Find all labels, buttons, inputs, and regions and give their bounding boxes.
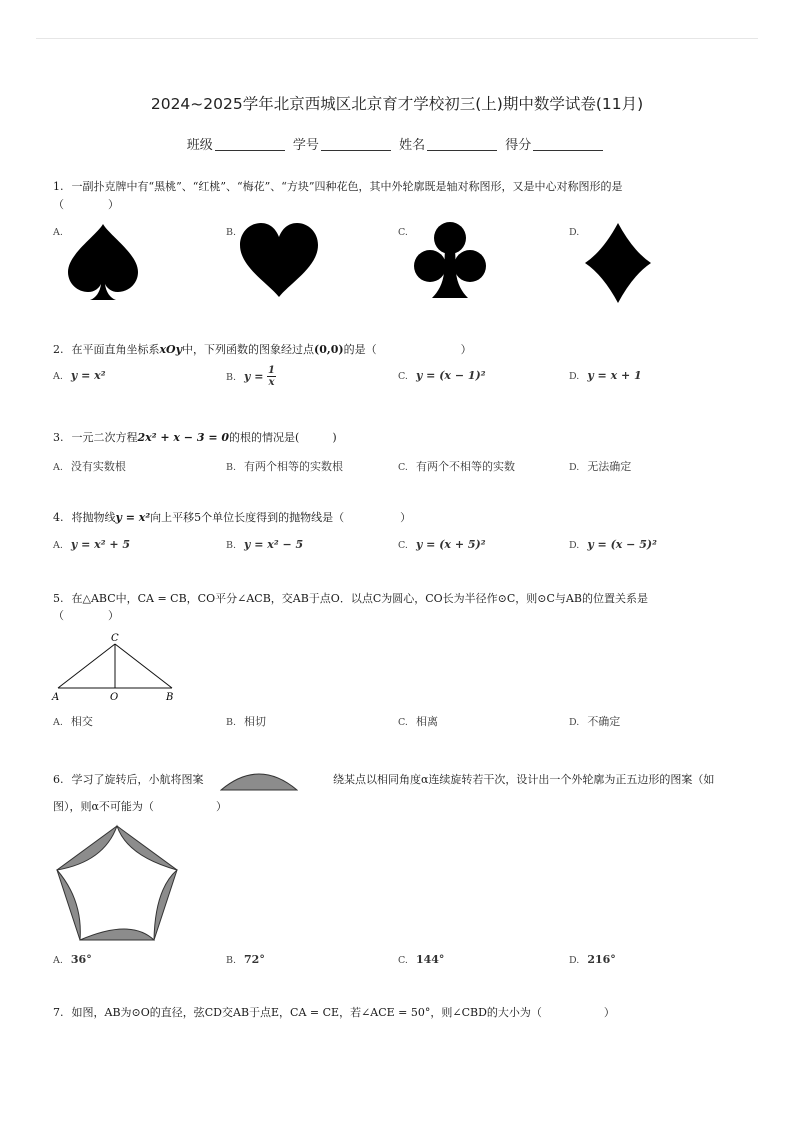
q6-option-c[interactable]: C. 144° xyxy=(398,953,445,966)
q4-option-d[interactable]: D. y = (x − 5)² xyxy=(569,538,657,551)
q2-option-c[interactable]: C. y = (x − 1)² xyxy=(398,369,486,382)
q6-option-a[interactable]: A. 36° xyxy=(53,953,92,966)
question-5-paren: （ ） xyxy=(53,609,119,622)
question-1 xyxy=(53,177,743,197)
q5-option-a[interactable]: A. 相交 xyxy=(53,715,93,728)
label-c: C xyxy=(111,633,119,644)
score-blank[interactable] xyxy=(533,138,603,151)
q3-option-a[interactable]: A. 没有实数根 xyxy=(53,460,126,473)
student-id-blank[interactable] xyxy=(321,138,391,151)
question-number: 2. xyxy=(53,343,64,356)
q2-option-d[interactable]: D. y = x + 1 xyxy=(569,369,642,382)
score-label: 得分 xyxy=(505,138,532,153)
pentagon-pattern-figure xyxy=(52,822,182,946)
class-label: 班级 xyxy=(186,138,213,153)
q3-option-c[interactable]: C. 有两个不相等的实数 xyxy=(398,460,515,473)
question-4: 4. 将抛物线y = x²向上平移5个单位长度得到的抛物线是（ ） xyxy=(53,511,412,524)
spade-icon xyxy=(66,222,140,302)
question-text: 一副扑克牌中有“黑桃”、“红桃”、“梅花”、“方块”四种花色，其中外轮廓既是轴对称图形，又是中心对称图形的是 xyxy=(71,180,623,193)
question-1-paren: （ ） xyxy=(53,198,119,211)
label-o: O xyxy=(110,692,119,702)
question-2: 2. 在平面直角坐标系xOy中，下列函数的图象经过点(0,0)的是（ ） xyxy=(53,343,472,356)
name-blank[interactable] xyxy=(427,138,497,151)
triangle-abc-figure xyxy=(50,630,180,702)
fraction: $\frac{1}{x}$ xyxy=(267,365,275,388)
q1-option-d[interactable]: D. xyxy=(569,227,580,238)
question-number: 7. xyxy=(53,1006,64,1019)
student-info-line xyxy=(0,134,794,153)
q3-option-b[interactable]: B. 有两个相等的实数根 xyxy=(226,460,344,473)
question-7: 7. 如图，AB为⊙O的直径，弦CD交AB于点E，CA = CE，若∠ACE = 50°，则∠CBD的大小为（ ） xyxy=(53,1006,615,1019)
question-number: 1. xyxy=(53,180,64,193)
q6-option-d[interactable]: D. 216° xyxy=(569,953,616,966)
q5-option-b[interactable]: B. 相切 xyxy=(226,715,267,728)
q1-option-c[interactable]: C. xyxy=(398,227,408,238)
page-top-rule xyxy=(36,38,758,39)
question-number: 6. xyxy=(53,773,64,786)
name-label: 姓名 xyxy=(399,138,426,153)
question-3: 3. 一元二次方程2x² + x − 3 = 0的根的情况是( ) xyxy=(53,431,337,444)
q5-option-d[interactable]: D. 不确定 xyxy=(569,715,621,728)
class-blank[interactable] xyxy=(215,138,285,151)
label-a: A xyxy=(52,692,60,702)
question-5: 5. 在△ABC中，CA = CB，CO平分∠ACB，交AB于点O．以点C为圆心，CO长为半径作⊙C，则⊙C与AB的位置关系是 xyxy=(53,592,648,605)
q2-option-b[interactable]: B. y = $\frac{1}{x}$ xyxy=(226,365,275,388)
segment-pattern-icon xyxy=(220,768,298,792)
label-b: B xyxy=(166,692,174,702)
question-6-line1-end: 绕某点以相同角度α连续旋转若干次，设计出一个外轮廓为正五边形的图案（如 xyxy=(333,773,715,786)
question-number: 5. xyxy=(53,592,64,605)
question-6-line2: 图），则α不可能为（ ） xyxy=(53,800,227,813)
q4-option-b[interactable]: B. y = x² − 5 xyxy=(226,538,304,551)
question-6-line1: 6. 学习了旋转后，小航将图案 xyxy=(53,773,204,786)
q1-option-a[interactable]: A. xyxy=(53,227,63,238)
exam-title: 2024~2025学年北京西城区北京育才学校初三(上)期中数学试卷(11月) xyxy=(150,95,644,113)
heart-icon xyxy=(238,221,320,299)
q2-option-a[interactable]: A. y = x² xyxy=(53,369,106,382)
q4-option-a[interactable]: A. y = x² + 5 xyxy=(53,538,131,551)
q1-option-b[interactable]: B. xyxy=(226,227,237,238)
q3-option-d[interactable]: D. 无法确定 xyxy=(569,460,632,473)
club-icon xyxy=(412,220,488,300)
q4-option-c[interactable]: C. y = (x + 5)² xyxy=(398,538,486,551)
question-number: 4. xyxy=(53,511,64,524)
q5-option-c[interactable]: C. 相离 xyxy=(398,715,438,728)
student-id-label: 学号 xyxy=(292,138,319,153)
q6-option-b[interactable]: B. 72° xyxy=(226,953,265,966)
question-number: 3. xyxy=(53,431,64,444)
diamond-icon xyxy=(583,221,653,305)
